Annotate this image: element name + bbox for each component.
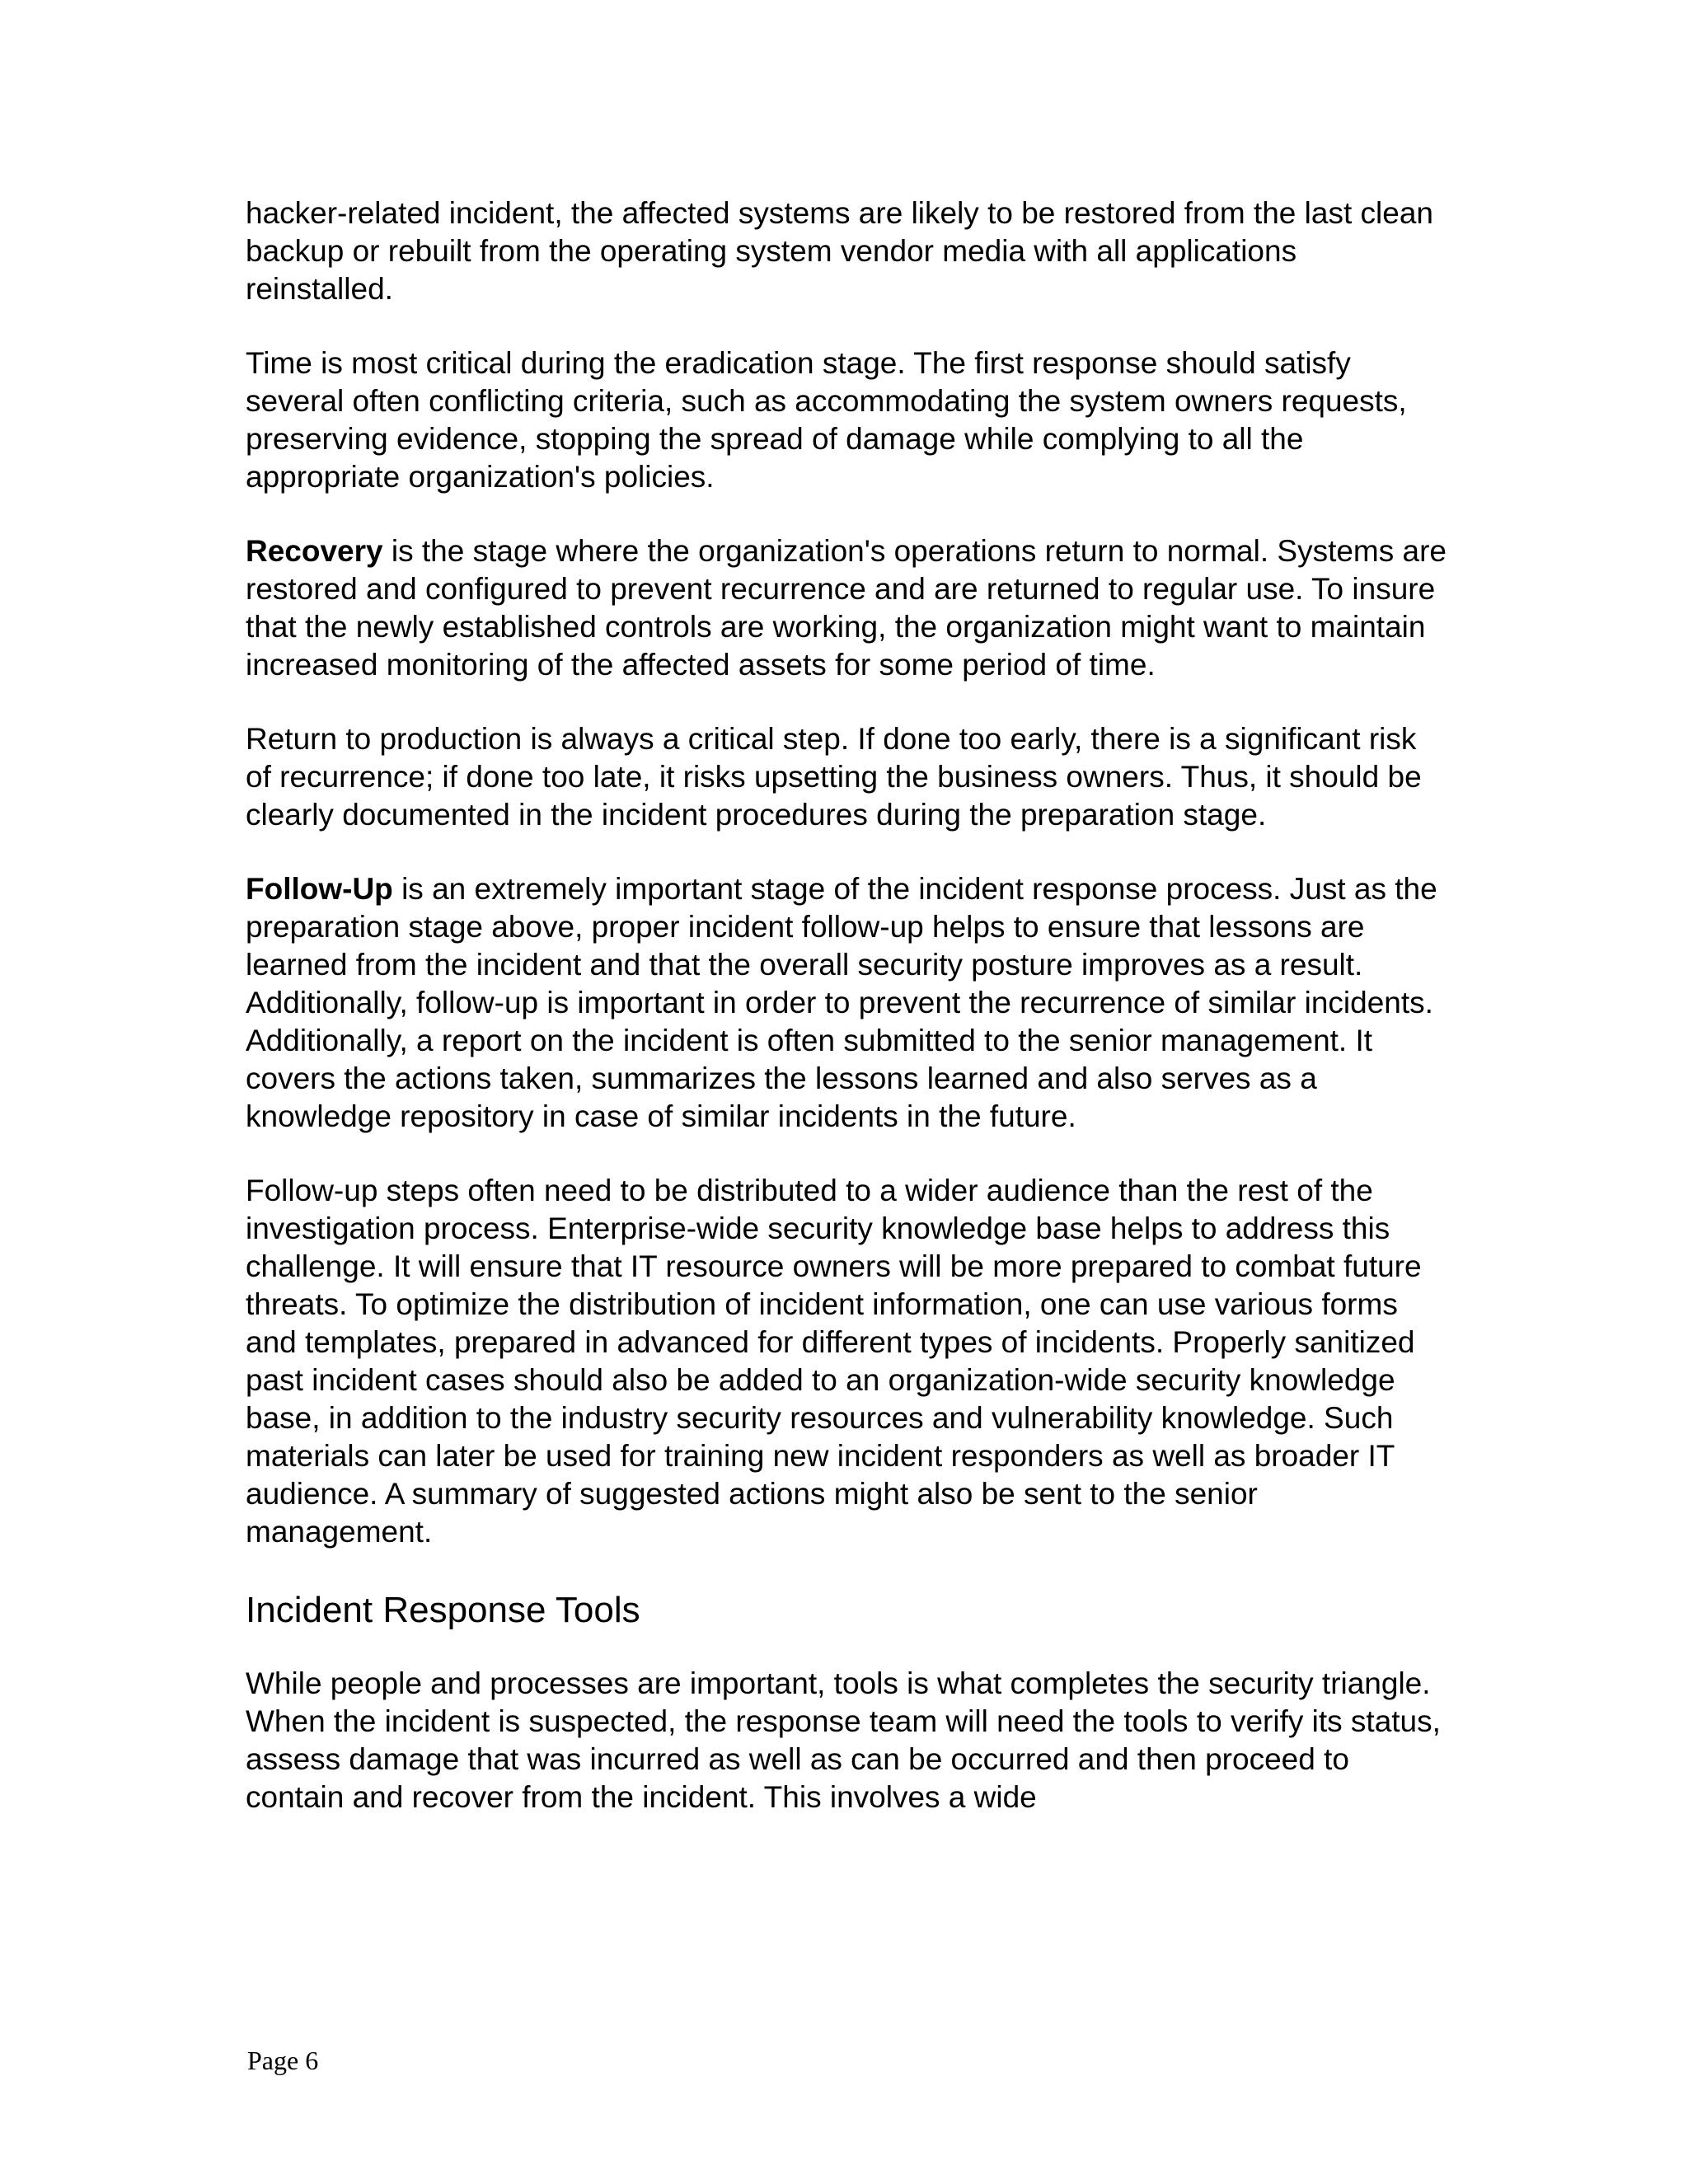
paragraph-restoration: hacker-related incident, the affected systems are likely to be restored from the last clean backup or rebuilt from the operating system vendor media with all applications reinstalled. xyxy=(246,196,1433,306)
paragraph-recovery xyxy=(246,532,1449,684)
paragraph-follow-up-text: is an extremely important stage of the incident response process. Just as the preparation stage above, proper incident follow-up helps to ensure that lessons are learned from the incident and that the overall security posture improves as a result. Additionally, follow-up is important in order to prevent the recurrence of similar incidents. Additionally, a report on the incident is often submitted to the senior management. It covers the actions taken, summarizes the lessons learned and also serves as a knowledge repository in case of similar incidents in the future. xyxy=(246,872,1437,1133)
page-number: Page 6 xyxy=(247,2046,319,2075)
paragraph-recovery-text: is the stage where the organization's operations return to normal. Systems are restored and configured to prevent recurrence and are returned to regular use. To insure that the newly established controls are working, the organization might want to maintain increased monitoring of the affected assets for some period of time. xyxy=(246,534,1447,682)
paragraph-tools: While people and processes are important, tools is what completes the security triangle. When the incident is suspected, the response team will need the tools to verify its status, assess damage that was incurred as well as can be occurred and then proceed to contain and recover from the incident. This involves a wide xyxy=(246,1666,1441,1814)
paragraph-follow-up-distribution: Follow-up steps often need to be distributed to a wider audience than the rest of the investigation process. Enterprise-wide security knowledge base helps to address this challenge. It will ensure that IT resource owners will be more prepared to combat future threats. To optimize the distribution of incident information, one can use various forms and templates, prepared in advanced for different types of incidents. Properly sanitized past incident cases should also be added to an organization-wide security knowledge base, in addition to the industry security resources and vulnerability knowledge. Such materials can later be used for training new incident responders as well as broader IT audience. A summary of suggested actions might also be sent to the senior management. xyxy=(246,1174,1422,1549)
page-body xyxy=(246,194,1449,1853)
term-recovery: Recovery xyxy=(246,534,383,568)
paragraph-return-to-production: Return to production is always a critical step. If done too early, there is a significant risk of recurrence; if done too late, it risks upsetting the business owners. Thus, it should be clearly documented in the incident procedures during the preparation stage. xyxy=(246,722,1422,832)
section-heading: Incident Response Tools xyxy=(246,1590,640,1630)
paragraph-eradication-timing: Time is most critical during the eradication stage. The first response should satisfy several often conflicting criteria, such as accommodating the system owners requests, preserving evidence, stopping the spread of damage while complying to all the appropriate organization's policies. xyxy=(246,346,1407,494)
term-follow-up: Follow-Up xyxy=(246,872,393,906)
paragraph-follow-up xyxy=(246,870,1449,1136)
